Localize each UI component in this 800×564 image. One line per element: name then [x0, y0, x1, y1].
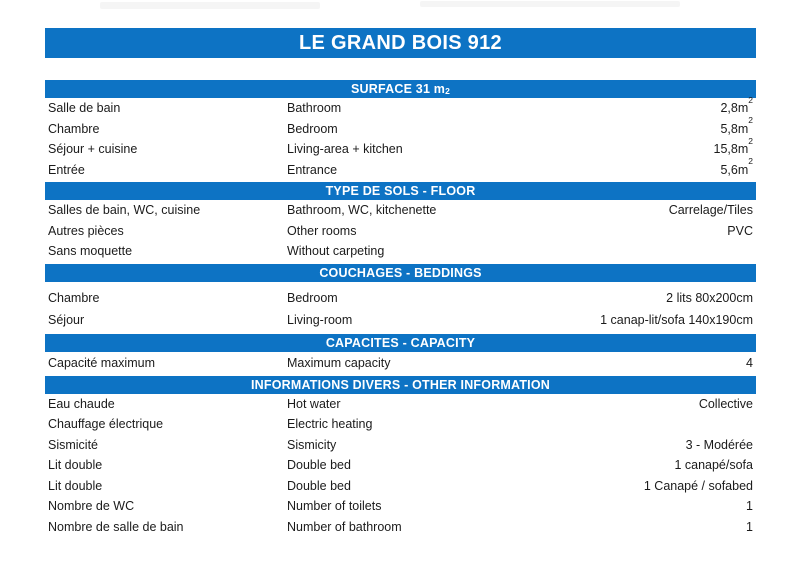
section-header-label: CAPACITES - CAPACITY [325, 335, 476, 350]
label-english [287, 414, 753, 435]
table-section [45, 264, 756, 334]
section-rows [45, 200, 756, 264]
section-rows [45, 94, 756, 182]
label-french-text: Salles de bain, WC, cuisine [48, 203, 201, 217]
row-value-text: 1 Canapé / sofabed [643, 478, 753, 493]
table-row [45, 156, 756, 181]
section-header: SURFACE 31 m $^2$ [45, 80, 756, 98]
section-header [45, 376, 756, 394]
label-english [287, 476, 644, 497]
row-value [753, 414, 756, 435]
label-french-text: Lit double [48, 458, 103, 472]
table-row [45, 394, 756, 415]
section-header-label: SURFACE 31 m [350, 82, 446, 96]
label-french-text: Sismicité [48, 437, 99, 452]
row-value-text: 5,6m [720, 162, 749, 177]
label-french [45, 119, 287, 140]
info-table [45, 28, 756, 539]
superscript: 2 [748, 94, 753, 105]
label-french-text: Autres pièces [48, 223, 124, 238]
label-french [45, 476, 287, 497]
label-french-text: Chauffage électrique [48, 417, 164, 431]
label-english [287, 394, 699, 415]
label-english-text: Bathroom, WC, kitchenette [287, 203, 437, 217]
label-french [45, 221, 287, 242]
table-section [45, 80, 756, 182]
label-french [45, 414, 287, 435]
row-value-text: 5,8m [720, 121, 749, 136]
table-row [45, 135, 756, 160]
label-french [45, 241, 287, 262]
row-value [666, 287, 756, 310]
label-english [287, 517, 746, 538]
table-row [45, 287, 756, 310]
label-english-text: Other rooms [287, 223, 357, 238]
section-rows [45, 282, 756, 334]
row-value-text: 1 canapé/sofa [674, 458, 753, 472]
table-section [45, 376, 756, 540]
row-value [686, 435, 756, 456]
superscript: 2 [748, 115, 753, 125]
table-row [45, 435, 756, 456]
label-french-text: Séjour [48, 313, 85, 327]
row-value [727, 221, 756, 242]
label-french [45, 200, 287, 221]
row-value [669, 200, 756, 221]
table-row [45, 115, 756, 140]
label-english [287, 352, 746, 374]
label-english-text: Hot water [287, 396, 341, 411]
row-value [746, 496, 756, 517]
table-row [45, 309, 756, 332]
label-french [45, 517, 287, 538]
label-french [45, 435, 287, 456]
page-title: LE GRAND BOIS 912 [299, 31, 502, 54]
section-rows [45, 394, 756, 540]
label-english-text: Bathroom [287, 101, 342, 115]
row-value-text: 3 - Modérée [685, 437, 753, 452]
label-french-text: Salle de bain [48, 101, 121, 115]
label-french [45, 455, 287, 476]
table-row [45, 94, 756, 119]
label-french [45, 287, 287, 310]
label-french-text: Lit double [48, 478, 103, 493]
scan-artifact [420, 1, 680, 7]
table-sections [45, 80, 756, 539]
label-french-text: Chambre [48, 290, 100, 305]
label-english-text: Bedroom [287, 121, 338, 136]
superscript: 2 [748, 135, 753, 146]
row-value-text: 2,8m [720, 101, 749, 115]
label-english [287, 160, 720, 181]
label-french-text: Nombre de WC [48, 499, 135, 513]
row-value [746, 517, 756, 538]
label-english-text: Without carpeting [287, 244, 385, 258]
label-french-text: Chambre [48, 121, 100, 136]
row-value-text: 4 [746, 355, 753, 370]
table-section [45, 334, 756, 376]
row-value-text: Collective [698, 396, 753, 411]
row-value [720, 156, 756, 181]
row-value-text: Carrelage/Tiles [668, 203, 753, 217]
table-row [45, 496, 756, 517]
label-french [45, 139, 287, 160]
label-french [45, 496, 287, 517]
section-header [45, 264, 756, 282]
section-header-label: COUCHAGES - BEDDINGS [319, 265, 482, 280]
row-value [699, 394, 756, 415]
scan-artifact [100, 2, 320, 9]
label-english-text: Double bed [287, 458, 351, 472]
row-value [644, 476, 756, 497]
row-value [746, 352, 756, 374]
label-french-text: Entrée [48, 162, 85, 177]
label-english [287, 200, 669, 221]
label-english [287, 241, 753, 262]
row-value-text: 15,8m [713, 142, 749, 156]
label-english-text: Number of bathroom [287, 519, 402, 534]
label-english [287, 435, 686, 456]
table-row [45, 352, 756, 374]
section-rows [45, 352, 756, 376]
label-english [287, 287, 666, 310]
row-value-text: 1 [746, 499, 753, 513]
label-english [287, 309, 600, 332]
label-french-text: Nombre de salle de bain [48, 519, 184, 534]
row-value [600, 309, 756, 332]
table-row [45, 414, 756, 435]
label-english-text: Bedroom [287, 290, 338, 305]
label-english-text: Maximum capacity [287, 355, 391, 370]
row-value-text: PVC [727, 223, 753, 238]
label-english [287, 221, 727, 242]
label-french [45, 394, 287, 415]
label-french-text: Eau chaude [48, 396, 115, 411]
table-section [45, 182, 756, 264]
label-french [45, 160, 287, 181]
label-english-text: Number of toilets [287, 499, 382, 513]
row-value [674, 455, 756, 476]
table-row [45, 455, 756, 476]
row-value-text: 2 lits 80x200cm [666, 290, 753, 305]
label-english-text: Living-area + kitchen [287, 142, 403, 156]
label-french [45, 309, 287, 332]
label-english [287, 139, 714, 160]
label-french-text: Séjour + cuisine [48, 142, 138, 156]
label-english-text: Living-room [287, 313, 353, 327]
label-english [287, 455, 674, 476]
label-french [45, 352, 287, 374]
table-row [45, 200, 756, 221]
section-header-label: TYPE DE SOLS - FLOOR [325, 184, 476, 198]
label-english-text: Entrance [287, 162, 338, 177]
label-english [287, 119, 720, 140]
row-value-text: 1 canap-lit/sofa 140x190cm [600, 313, 753, 327]
section-header [45, 182, 756, 200]
section-header-label: INFORMATIONS DIVERS - OTHER INFORMATION [251, 377, 550, 392]
label-english-text: Double bed [287, 478, 351, 493]
row-value [753, 241, 756, 262]
row-value-text: 1 [746, 519, 753, 534]
superscript: 2 [748, 156, 753, 166]
table-row [45, 517, 756, 538]
section-header [45, 334, 756, 352]
label-french-text: Capacité maximum [48, 355, 155, 370]
table-row [45, 221, 756, 242]
label-english [287, 98, 720, 119]
label-english-text: Sismicity [287, 437, 337, 452]
table-row [45, 476, 756, 497]
label-english-text: Electric heating [287, 417, 373, 431]
label-english [287, 496, 746, 517]
label-french-text: Sans moquette [48, 244, 133, 258]
table-row [45, 241, 756, 262]
label-french [45, 98, 287, 119]
property-title-bar [45, 28, 756, 58]
